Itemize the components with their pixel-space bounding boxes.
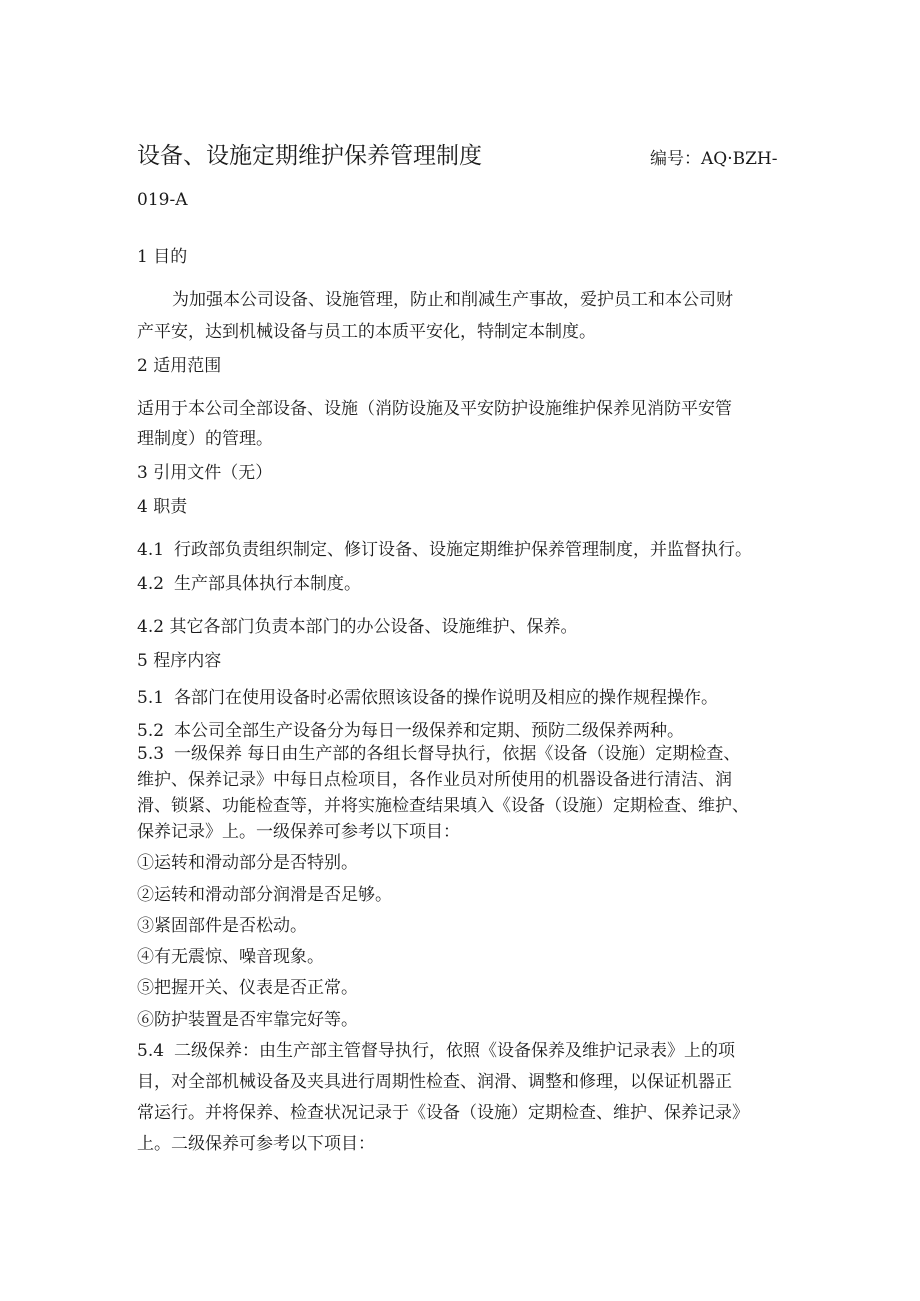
clause-text: 一级保养 每日由生产部的各组长督导执行，依据《设备（设施）定期检查、	[174, 744, 741, 764]
section-1-paragraph-line: 产平安，达到机械设备与员工的本质平安化，特制定本制度。	[137, 322, 596, 342]
clause-text: 生产部具体执行本制度。	[174, 574, 361, 594]
clause-text: 二级保养：由生产部主管督导执行，依照《设备保养及维护记录表》上的项	[174, 1041, 735, 1061]
clause-number: 4.2	[137, 574, 165, 594]
clause-text: 行政部负责组织制定、修订设备、设施定期维护保养管理制度，并监督执行。	[174, 540, 752, 560]
checklist-item: ②运转和滑动部分润滑是否足够。	[137, 885, 392, 905]
clause-number: 5.4	[137, 1041, 165, 1061]
clause-5-3-line: 维护、保养记录》中每日点检项目，各作业员对所使用的机器设备进行清洁、润	[137, 770, 732, 790]
checklist-item: ③紧固部件是否松动。	[137, 916, 307, 936]
section-3-heading: 3 引用文件（无）	[137, 463, 273, 483]
checklist-item: ⑤把握开关、仪表是否正常。	[137, 978, 358, 998]
clause-4-2	[137, 573, 797, 595]
clause-5-1	[137, 687, 797, 709]
section-2-heading: 2 适用范围	[137, 356, 222, 376]
clause-5-4-line: 目，对全部机械设备及夹具进行周期性检查、润滑、调整和修理，以保证机器正	[137, 1072, 732, 1092]
clause-text: 各部门在使用设备时必需依照该设备的操作说明及相应的操作规程操作。	[174, 688, 718, 708]
clause-5-2	[137, 720, 797, 742]
clause-number: 4.1	[137, 540, 165, 560]
clause-5-3	[137, 743, 797, 765]
clause-5-4	[137, 1040, 797, 1062]
section-2-paragraph-line: 理制度）的管理。	[137, 429, 273, 449]
clause-4-1	[137, 539, 797, 561]
section-1-paragraph-line: 为加强本公司设备、设施管理，防止和削减生产事故，爱护员工和本公司财	[172, 290, 733, 310]
clause-5-4-line: 上。二级保养可参考以下项目：	[137, 1134, 375, 1154]
clause-5-4-line: 常运行。并将保养、检查状况记录于《设备（设施）定期检查、维护、保养记录》	[137, 1103, 749, 1123]
clause-5-3-line: 滑、锁紧、功能检查等，并将实施检查结果填入《设备（设施）定期检查、维护、	[137, 796, 749, 816]
section-1-heading: 1 目的	[137, 247, 188, 267]
checklist-item: ⑥防护装置是否牢靠完好等。	[137, 1010, 358, 1030]
checklist-item: ④有无震惊、噪音现象。	[137, 947, 324, 967]
document-number: 编号：AQ·BZH-	[650, 149, 778, 169]
section-4-heading: 4 职责	[137, 497, 188, 517]
section-2-paragraph-line: 适用于本公司全部设备、设施（消防设施及平安防护设施维护保养见消防平安管	[137, 399, 732, 419]
section-5-heading: 5 程序内容	[137, 651, 222, 671]
clause-5-3-line: 保养记录》上。一级保养可参考以下项目：	[137, 822, 460, 842]
clause-number: 5.2	[137, 721, 165, 741]
clause-text: 本公司全部生产设备分为每日一级保养和定期、预防二级保养两种。	[174, 721, 684, 741]
document-number-continued: 019-A	[137, 190, 188, 210]
clause-4-2-other: 4.2 其它各部门负责本部门的办公设备、设施维护、保养。	[137, 617, 578, 637]
document-title: 设备、设施定期维护保养管理制度	[137, 143, 482, 169]
clause-number: 5.1	[137, 688, 165, 708]
checklist-item: ①运转和滑动部分是否特别。	[137, 853, 358, 873]
clause-number: 5.3	[137, 744, 165, 764]
